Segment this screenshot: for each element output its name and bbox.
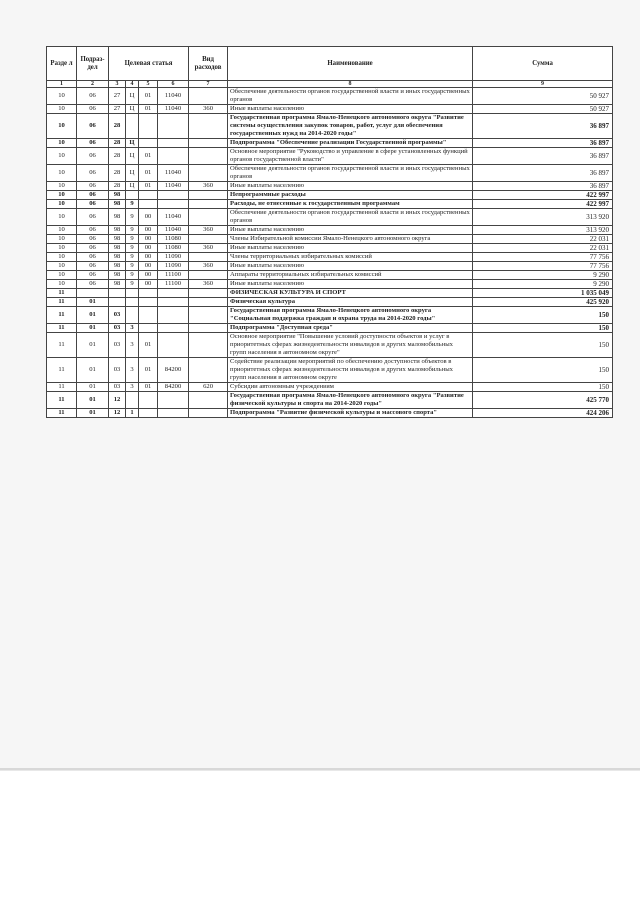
cell-summa: 22 031 — [473, 244, 613, 253]
cell-razdel: 10 — [47, 105, 77, 114]
cell-naimenovanie: Субсидии автономным учреждениям — [228, 383, 473, 392]
cell-vid-raskhodov: 360 — [189, 105, 228, 114]
cell-summa: 425 770 — [473, 392, 613, 409]
cell-subprogram — [126, 289, 139, 298]
table-row — [47, 262, 613, 271]
cell-vid-raskhodov — [189, 289, 228, 298]
cell-summa: 22 031 — [473, 235, 613, 244]
cell-direction: 84200 — [158, 358, 189, 383]
cell-razdel: 10 — [47, 226, 77, 235]
cell-activity — [139, 298, 158, 307]
cell-podrazdel: 01 — [77, 392, 109, 409]
cell-program: 03 — [109, 324, 126, 333]
table-row — [47, 289, 613, 298]
cell-direction — [158, 333, 189, 358]
cell-vid-raskhodov — [189, 324, 228, 333]
table-body — [47, 88, 613, 418]
cell-razdel: 11 — [47, 358, 77, 383]
table-row — [47, 139, 613, 148]
column-number: 4 — [126, 81, 139, 88]
cell-naimenovanie: Подпрограмма "Обеспечение реализации Государственной программы" — [228, 139, 473, 148]
cell-summa: 150 — [473, 307, 613, 324]
cell-activity: 00 — [139, 262, 158, 271]
cell-summa: 36 897 — [473, 182, 613, 191]
cell-vid-raskhodov — [189, 139, 228, 148]
cell-podrazdel: 06 — [77, 200, 109, 209]
cell-subprogram: 9 — [126, 271, 139, 280]
cell-razdel: 10 — [47, 88, 77, 105]
cell-program: 98 — [109, 262, 126, 271]
cell-vid-raskhodov — [189, 88, 228, 105]
cell-direction — [158, 114, 189, 139]
cell-razdel: 10 — [47, 182, 77, 191]
cell-program: 03 — [109, 307, 126, 324]
table-row — [47, 114, 613, 139]
cell-direction: 11040 — [158, 165, 189, 182]
cell-podrazdel: 06 — [77, 88, 109, 105]
cell-vid-raskhodov — [189, 200, 228, 209]
cell-naimenovanie: Физическая культура — [228, 298, 473, 307]
cell-activity: 00 — [139, 253, 158, 262]
scan-edge — [0, 768, 640, 770]
cell-activity: 01 — [139, 333, 158, 358]
cell-summa: 313 920 — [473, 226, 613, 235]
cell-subprogram: 3 — [126, 358, 139, 383]
cell-activity: 00 — [139, 226, 158, 235]
cell-podrazdel: 06 — [77, 139, 109, 148]
column-number-row — [47, 81, 613, 88]
cell-podrazdel: 01 — [77, 409, 109, 418]
column-number: 2 — [77, 81, 109, 88]
cell-razdel: 11 — [47, 298, 77, 307]
cell-activity — [139, 409, 158, 418]
table-row — [47, 280, 613, 289]
cell-direction: 11040 — [158, 88, 189, 105]
cell-vid-raskhodov — [189, 392, 228, 409]
column-number: 8 — [228, 81, 473, 88]
budget-table-sheet — [46, 46, 612, 418]
cell-direction — [158, 307, 189, 324]
cell-naimenovanie: Расходы, не отнесенные к государственным программам — [228, 200, 473, 209]
cell-activity: 01 — [139, 88, 158, 105]
cell-summa: 313 920 — [473, 209, 613, 226]
cell-summa: 77 756 — [473, 253, 613, 262]
column-number: 5 — [139, 81, 158, 88]
cell-subprogram — [126, 298, 139, 307]
header-vid-raskhodov: Вид расходов — [189, 47, 228, 81]
cell-razdel: 10 — [47, 262, 77, 271]
cell-activity — [139, 114, 158, 139]
cell-razdel: 10 — [47, 165, 77, 182]
cell-razdel: 11 — [47, 383, 77, 392]
cell-vid-raskhodov — [189, 114, 228, 139]
cell-naimenovanie: Члены территориальных избирательных комиссий — [228, 253, 473, 262]
cell-summa: 36 897 — [473, 165, 613, 182]
cell-program: 03 — [109, 383, 126, 392]
cell-podrazdel: 06 — [77, 253, 109, 262]
cell-program: 98 — [109, 271, 126, 280]
cell-activity: 01 — [139, 105, 158, 114]
table-row — [47, 358, 613, 383]
cell-activity: 01 — [139, 358, 158, 383]
cell-naimenovanie: Иные выплаты населению — [228, 280, 473, 289]
cell-program: 27 — [109, 105, 126, 114]
header-razdel: Разде л — [47, 47, 77, 81]
cell-razdel: 11 — [47, 307, 77, 324]
cell-naimenovanie: Основное мероприятие "Повышение условий доступности объектов и услуг в приоритетных сферах жизнедеятельности инвалидов и других маломобильных групп населения в автономном округе" — [228, 333, 473, 358]
cell-naimenovanie: Содействие реализации мероприятий по обеспечению доступности объектов в приоритетных сферах жизнедеятельности инвалидов и других маломобильных групп населения в автономном округе — [228, 358, 473, 383]
table-row — [47, 244, 613, 253]
cell-razdel: 10 — [47, 114, 77, 139]
cell-subprogram — [126, 191, 139, 200]
cell-summa: 77 756 — [473, 262, 613, 271]
cell-subprogram — [126, 307, 139, 324]
cell-direction — [158, 298, 189, 307]
cell-summa: 422 997 — [473, 191, 613, 200]
header-podrazdel: Подраз- дел — [77, 47, 109, 81]
cell-razdel: 11 — [47, 392, 77, 409]
cell-vid-raskhodov — [189, 253, 228, 262]
header-tselevaya-statya: Целевая статья — [109, 47, 189, 81]
table-row — [47, 392, 613, 409]
cell-podrazdel: 06 — [77, 191, 109, 200]
table-row — [47, 200, 613, 209]
cell-summa: 50 927 — [473, 105, 613, 114]
cell-subprogram: Ц — [126, 139, 139, 148]
cell-razdel: 10 — [47, 244, 77, 253]
cell-vid-raskhodov — [189, 271, 228, 280]
cell-subprogram: Ц — [126, 165, 139, 182]
cell-razdel: 10 — [47, 235, 77, 244]
column-number: 3 — [109, 81, 126, 88]
table-row — [47, 88, 613, 105]
cell-program: 98 — [109, 200, 126, 209]
cell-summa: 425 920 — [473, 298, 613, 307]
cell-summa: 150 — [473, 324, 613, 333]
cell-vid-raskhodov — [189, 191, 228, 200]
cell-podrazdel: 06 — [77, 182, 109, 191]
cell-activity — [139, 307, 158, 324]
cell-podrazdel: 01 — [77, 307, 109, 324]
cell-program: 12 — [109, 392, 126, 409]
cell-podrazdel: 06 — [77, 271, 109, 280]
cell-program: 03 — [109, 333, 126, 358]
cell-summa: 50 927 — [473, 88, 613, 105]
column-number: 9 — [473, 81, 613, 88]
cell-subprogram: 9 — [126, 253, 139, 262]
table-row — [47, 148, 613, 165]
cell-activity: 00 — [139, 209, 158, 226]
cell-vid-raskhodov — [189, 409, 228, 418]
cell-subprogram: Ц — [126, 88, 139, 105]
cell-direction: 11090 — [158, 262, 189, 271]
cell-direction: 11040 — [158, 226, 189, 235]
table-row — [47, 226, 613, 235]
cell-direction: 84200 — [158, 383, 189, 392]
cell-naimenovanie: Члены Избирательной комиссии Ямало-Ненецкого автономного округа — [228, 235, 473, 244]
cell-activity — [139, 191, 158, 200]
cell-vid-raskhodov: 360 — [189, 280, 228, 289]
table-row — [47, 298, 613, 307]
cell-activity — [139, 200, 158, 209]
cell-direction — [158, 289, 189, 298]
cell-direction: 11040 — [158, 105, 189, 114]
cell-activity — [139, 289, 158, 298]
cell-vid-raskhodov: 360 — [189, 262, 228, 271]
cell-direction: 11080 — [158, 235, 189, 244]
cell-vid-raskhodov: 360 — [189, 182, 228, 191]
cell-program: 98 — [109, 253, 126, 262]
cell-naimenovanie: Иные выплаты населению — [228, 182, 473, 191]
cell-program: 28 — [109, 182, 126, 191]
cell-razdel: 10 — [47, 200, 77, 209]
cell-subprogram: Ц — [126, 148, 139, 165]
table-row — [47, 271, 613, 280]
cell-subprogram: 9 — [126, 200, 139, 209]
cell-podrazdel: 06 — [77, 244, 109, 253]
cell-summa: 9 290 — [473, 280, 613, 289]
table-row — [47, 409, 613, 418]
cell-vid-raskhodov — [189, 307, 228, 324]
cell-podrazdel: 06 — [77, 148, 109, 165]
cell-program: 98 — [109, 280, 126, 289]
cell-direction — [158, 392, 189, 409]
cell-subprogram: 3 — [126, 383, 139, 392]
cell-naimenovanie: Непрограммные расходы — [228, 191, 473, 200]
cell-naimenovanie: Подпрограмма "Доступная среда" — [228, 324, 473, 333]
cell-activity: 00 — [139, 244, 158, 253]
table-row — [47, 383, 613, 392]
cell-subprogram — [126, 392, 139, 409]
cell-activity: 00 — [139, 271, 158, 280]
cell-program: 98 — [109, 235, 126, 244]
table-row — [47, 307, 613, 324]
cell-program: 98 — [109, 209, 126, 226]
table-row — [47, 209, 613, 226]
cell-subprogram: 1 — [126, 409, 139, 418]
cell-vid-raskhodov — [189, 333, 228, 358]
cell-subprogram: 9 — [126, 262, 139, 271]
cell-razdel: 10 — [47, 280, 77, 289]
cell-program: 27 — [109, 88, 126, 105]
cell-direction: 11100 — [158, 280, 189, 289]
cell-subprogram: Ц — [126, 182, 139, 191]
cell-subprogram: 9 — [126, 280, 139, 289]
cell-naimenovanie: Иные выплаты населению — [228, 244, 473, 253]
cell-direction — [158, 191, 189, 200]
cell-naimenovanie: Обеспечение деятельности органов государственной власти и иных государственных органов — [228, 88, 473, 105]
cell-razdel: 10 — [47, 271, 77, 280]
cell-program: 28 — [109, 114, 126, 139]
header-summa: Сумма — [473, 47, 613, 81]
cell-program: 98 — [109, 191, 126, 200]
cell-direction — [158, 409, 189, 418]
budget-table — [46, 46, 613, 418]
cell-razdel: 11 — [47, 333, 77, 358]
table-row — [47, 333, 613, 358]
cell-program: 98 — [109, 226, 126, 235]
table-row — [47, 165, 613, 182]
cell-activity: 01 — [139, 165, 158, 182]
cell-vid-raskhodov — [189, 209, 228, 226]
header-row — [47, 47, 613, 81]
cell-summa: 9 290 — [473, 271, 613, 280]
cell-vid-raskhodov — [189, 358, 228, 383]
table-row — [47, 105, 613, 114]
cell-subprogram: 3 — [126, 324, 139, 333]
cell-naimenovanie: Государственная программа Ямало-Ненецкого автономного округа "Развитие физической культуры и спорта на 2014-2020 годы" — [228, 392, 473, 409]
cell-program: 03 — [109, 358, 126, 383]
cell-naimenovanie: Подпрограмма "Развитие физической культуры и массового спорта" — [228, 409, 473, 418]
cell-razdel: 10 — [47, 253, 77, 262]
cell-program: 12 — [109, 409, 126, 418]
cell-naimenovanie: Иные выплаты населению — [228, 262, 473, 271]
cell-direction: 11080 — [158, 244, 189, 253]
cell-razdel: 11 — [47, 324, 77, 333]
cell-podrazdel: 01 — [77, 298, 109, 307]
cell-summa: 150 — [473, 358, 613, 383]
cell-razdel: 11 — [47, 289, 77, 298]
cell-direction — [158, 148, 189, 165]
cell-summa: 1 035 049 — [473, 289, 613, 298]
cell-summa: 36 897 — [473, 148, 613, 165]
header-naimenovanie: Наименование — [228, 47, 473, 81]
cell-podrazdel — [77, 289, 109, 298]
column-number: 6 — [158, 81, 189, 88]
cell-podrazdel: 01 — [77, 358, 109, 383]
cell-direction: 11040 — [158, 209, 189, 226]
cell-activity: 01 — [139, 383, 158, 392]
cell-activity — [139, 324, 158, 333]
cell-activity: 00 — [139, 235, 158, 244]
cell-direction: 11100 — [158, 271, 189, 280]
cell-program: 28 — [109, 148, 126, 165]
cell-direction — [158, 200, 189, 209]
cell-naimenovanie: Иные выплаты населению — [228, 226, 473, 235]
cell-naimenovanie: Государственная программа Ямало-Ненецкого автономного округа "Развитие системы осуществления закупок товаров, работ, услуг для обеспечения государственных нужд на 2014-2020 годы" — [228, 114, 473, 139]
table-row — [47, 191, 613, 200]
cell-summa: 422 997 — [473, 200, 613, 209]
cell-activity: 00 — [139, 280, 158, 289]
cell-naimenovanie: Обеспечение деятельности органов государственной власти и иных государственных органов — [228, 209, 473, 226]
cell-direction — [158, 324, 189, 333]
cell-activity: 01 — [139, 182, 158, 191]
cell-summa: 36 897 — [473, 139, 613, 148]
cell-vid-raskhodov: 360 — [189, 244, 228, 253]
cell-program: 28 — [109, 165, 126, 182]
cell-subprogram: 9 — [126, 235, 139, 244]
cell-podrazdel: 06 — [77, 280, 109, 289]
cell-naimenovanie: Государственная программа Ямало-Ненецкого автономного округа "Социальная поддержка граждан и охрана труда на 2014-2020 годы" — [228, 307, 473, 324]
cell-podrazdel: 06 — [77, 105, 109, 114]
cell-subprogram: 9 — [126, 226, 139, 235]
cell-subprogram: 9 — [126, 244, 139, 253]
cell-program — [109, 289, 126, 298]
cell-summa: 150 — [473, 333, 613, 358]
table-row — [47, 253, 613, 262]
column-number: 7 — [189, 81, 228, 88]
table-row — [47, 182, 613, 191]
cell-podrazdel: 06 — [77, 114, 109, 139]
table-row — [47, 324, 613, 333]
cell-vid-raskhodov: 620 — [189, 383, 228, 392]
cell-podrazdel: 06 — [77, 226, 109, 235]
cell-podrazdel: 06 — [77, 235, 109, 244]
cell-vid-raskhodov — [189, 165, 228, 182]
cell-activity — [139, 392, 158, 409]
cell-summa: 36 897 — [473, 114, 613, 139]
cell-podrazdel: 06 — [77, 209, 109, 226]
cell-naimenovanie: Аппараты территориальных избирательных комиссий — [228, 271, 473, 280]
cell-subprogram: 9 — [126, 209, 139, 226]
cell-direction: 11040 — [158, 182, 189, 191]
cell-subprogram — [126, 114, 139, 139]
cell-activity — [139, 139, 158, 148]
cell-vid-raskhodov — [189, 298, 228, 307]
cell-razdel: 10 — [47, 148, 77, 165]
cell-podrazdel: 01 — [77, 333, 109, 358]
cell-vid-raskhodov — [189, 235, 228, 244]
cell-naimenovanie: Основное мероприятие "Руководство и управление в сфере установленных функций органов государственной власти" — [228, 148, 473, 165]
cell-podrazdel: 06 — [77, 262, 109, 271]
cell-razdel: 10 — [47, 139, 77, 148]
cell-podrazdel: 01 — [77, 383, 109, 392]
cell-vid-raskhodov: 360 — [189, 226, 228, 235]
cell-program — [109, 298, 126, 307]
cell-summa: 424 206 — [473, 409, 613, 418]
cell-vid-raskhodov — [189, 148, 228, 165]
cell-naimenovanie: ФИЗИЧЕСКАЯ КУЛЬТУРА И СПОРТ — [228, 289, 473, 298]
cell-razdel: 11 — [47, 409, 77, 418]
table-row — [47, 235, 613, 244]
cell-activity: 01 — [139, 148, 158, 165]
column-number: 1 — [47, 81, 77, 88]
cell-razdel: 10 — [47, 191, 77, 200]
cell-razdel: 10 — [47, 209, 77, 226]
cell-podrazdel: 06 — [77, 165, 109, 182]
cell-naimenovanie: Обеспечение деятельности органов государственной власти и иных государственных органов — [228, 165, 473, 182]
cell-naimenovanie: Иные выплаты населению — [228, 105, 473, 114]
cell-direction — [158, 139, 189, 148]
cell-podrazdel: 01 — [77, 324, 109, 333]
cell-direction: 11090 — [158, 253, 189, 262]
cell-summa: 150 — [473, 383, 613, 392]
cell-subprogram: 3 — [126, 333, 139, 358]
cell-program: 98 — [109, 244, 126, 253]
cell-subprogram: Ц — [126, 105, 139, 114]
cell-program: 28 — [109, 139, 126, 148]
